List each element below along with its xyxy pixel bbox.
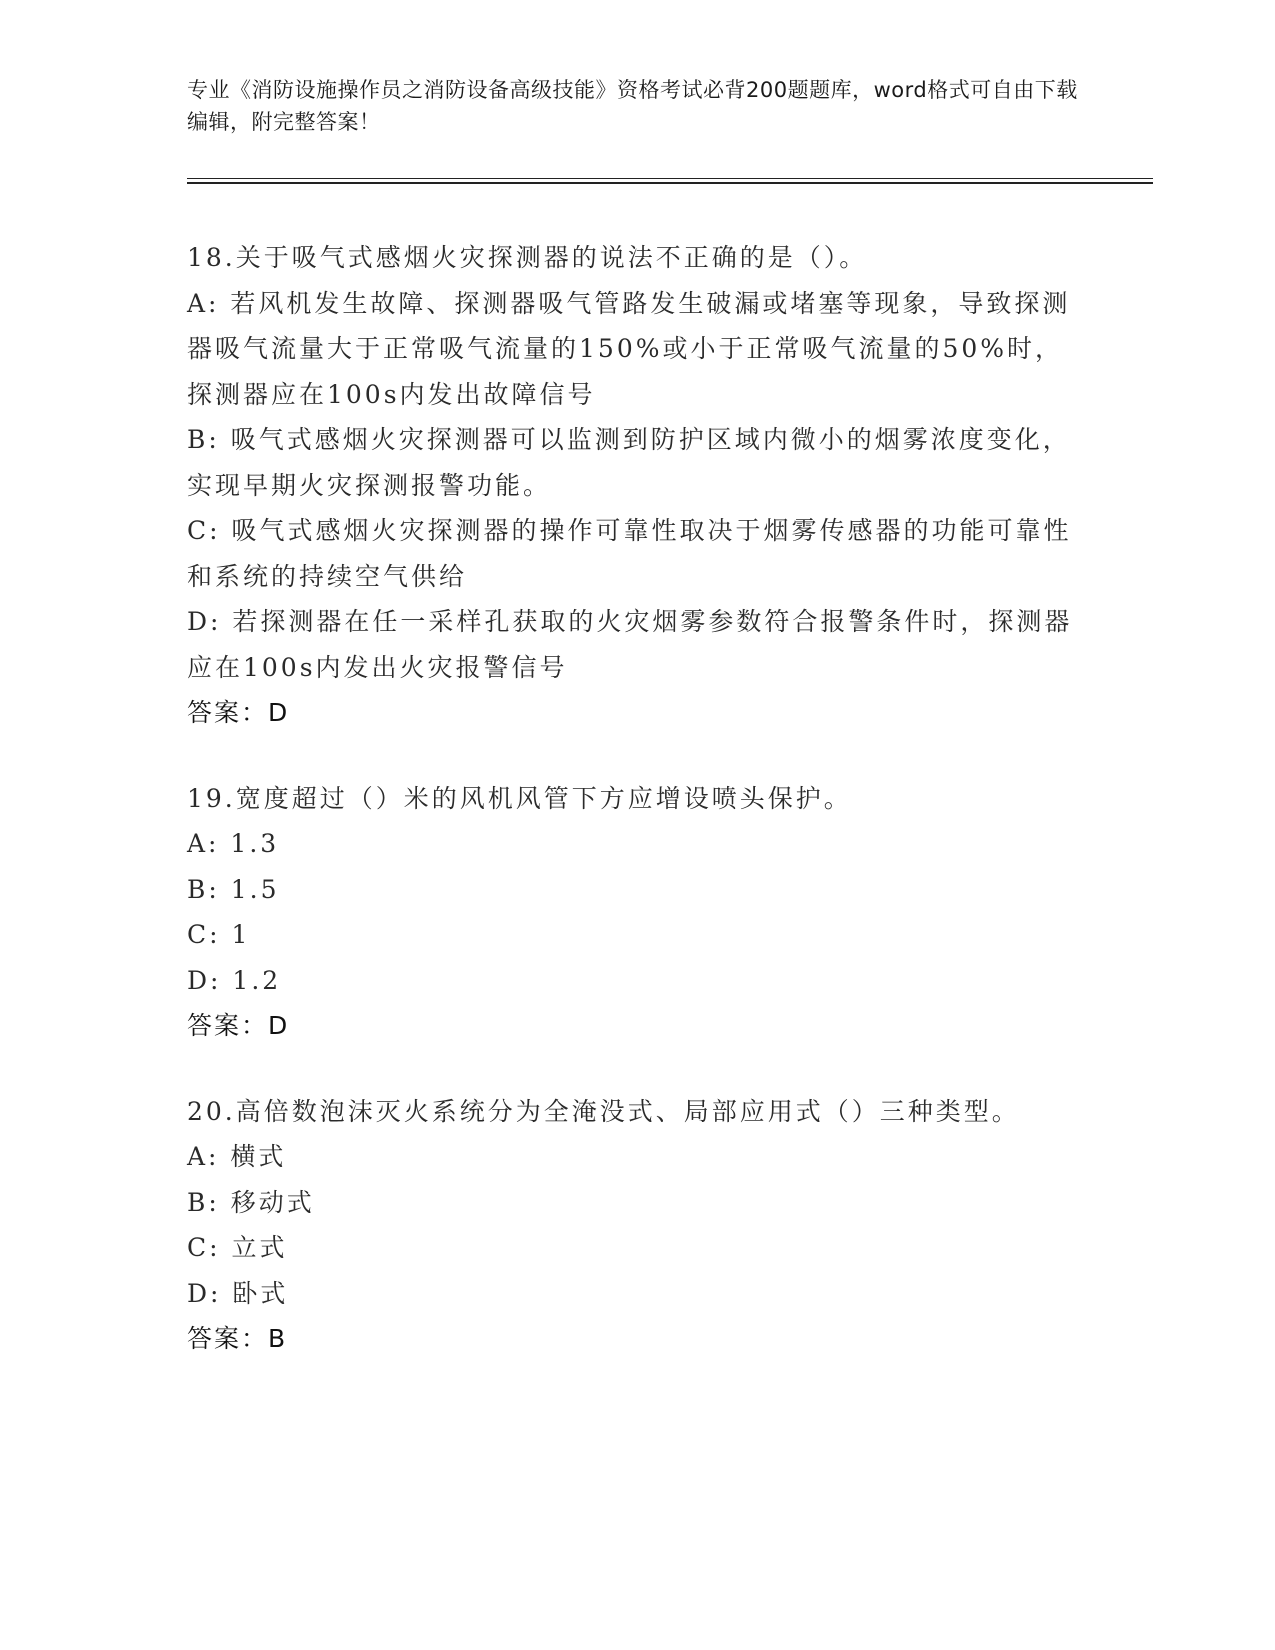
question-18 [187, 235, 1087, 736]
header-divider [187, 178, 1153, 184]
document-header: 专业《消防设施操作员之消防设备高级技能》资格考试必背200题题库，word格式可自由下载编辑，附完整答案！ [187, 78, 1078, 134]
question-20 [187, 1089, 1087, 1362]
option-b: B: 1.5 [187, 874, 280, 904]
question-stem: 18.关于吸气式感烟火灾探测器的说法不正确的是（）。 [187, 243, 868, 272]
option-c: C: 立式 [187, 1233, 288, 1262]
option-d: D: 卧式 [187, 1278, 289, 1308]
question-19 [187, 776, 1087, 1049]
answer: 答案：D [187, 698, 290, 727]
option-d: D: 若探测器在任一采样孔获取的火灾烟雾参数符合报警条件时，探测器应在100s内发出火灾报警信号 [187, 607, 1073, 682]
option-a: A: 横式 [187, 1142, 287, 1171]
question-stem: 20.高倍数泡沫灭火系统分为全淹没式、局部应用式（）三种类型。 [187, 1096, 1020, 1126]
option-c: C: 1 [187, 920, 251, 949]
option-b: B: 吸气式感烟火灾探测器可以监测到防护区域内微小的烟雾浓度变化，实现早期火灾探测报警功能。 [187, 425, 1071, 500]
option-a: A: 1.3 [187, 829, 280, 858]
option-d: D: 1.2 [187, 965, 282, 995]
question-list [187, 235, 1087, 1402]
option-c: C: 吸气式感烟火灾探测器的操作可靠性取决于烟雾传感器的功能可靠性和系统的持续空气供给 [187, 516, 1072, 591]
option-a: A: 若风机发生故障、探测器吸气管路发生破漏或堵塞等现象，导致探测器吸气流量大于正常吸气流量的150%或小于正常吸气流量的50%时，探测器应在100s内发出故障信号 [187, 288, 1071, 409]
question-stem: 19.宽度超过（）米的风机风管下方应增设喷头保护。 [187, 783, 852, 813]
option-b: B: 移动式 [187, 1187, 315, 1217]
answer: 答案：D [187, 1011, 290, 1040]
answer: 答案：B [187, 1324, 288, 1353]
